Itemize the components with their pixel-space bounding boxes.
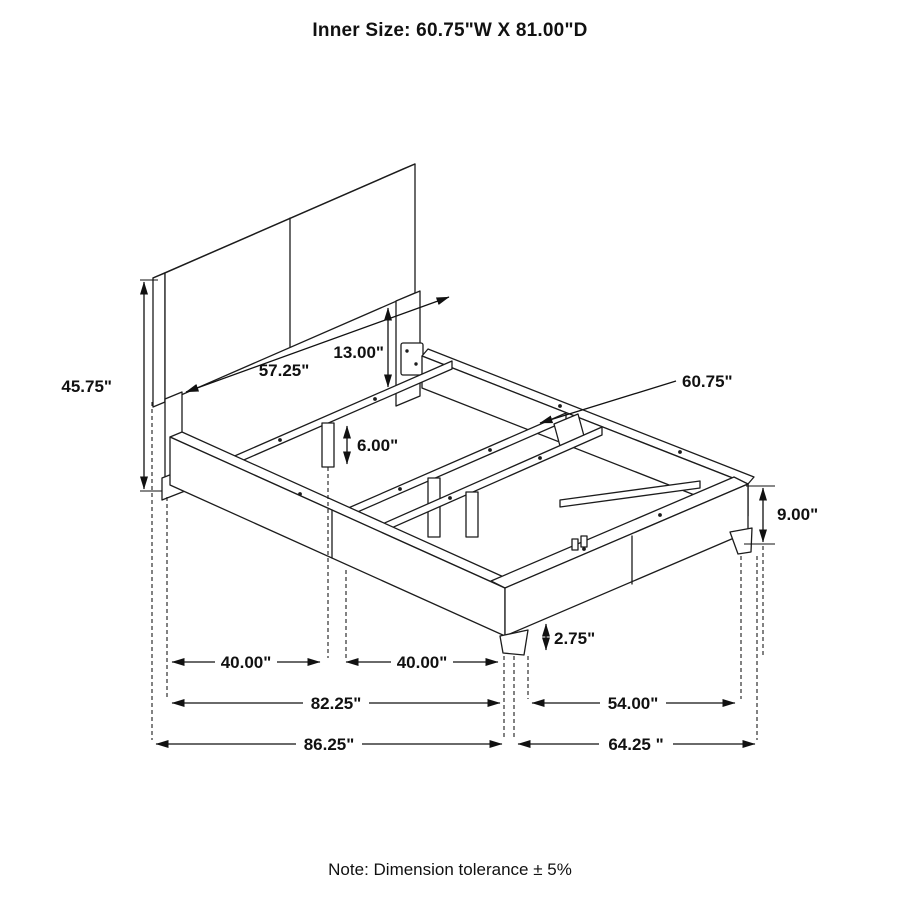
rail-clip [581,536,587,547]
far-rail-top [422,349,754,484]
dimension-row-mid [172,694,735,713]
dim-overall-depth-label: 86.25" [303,735,355,754]
dim-rail-height-label: 9.00" [777,505,819,524]
dim-inner-width-label: 60.75" [682,372,733,391]
right-corner-leg [730,528,752,554]
tolerance-note: Note: Dimension tolerance ± 5% [328,860,572,879]
dimension-row-overall [156,735,755,754]
dim-corner-leg-label: 2.75" [554,629,596,648]
support-leg-6in [322,423,334,467]
dim-length-to-front-leg-label: 82.25" [310,694,362,713]
dimension-corner-leg [546,624,595,650]
rail-clip [572,539,578,550]
dimension-rail-height [744,486,818,544]
dim-leg-span-foot-label: 40.00" [396,653,448,672]
dim-panel-to-rail-label: 13.00" [333,343,384,362]
rail-bracket [401,343,423,375]
bracket-hole [405,349,408,352]
dimension-row-leg-spans [172,653,498,672]
bracket-hole [414,362,417,365]
dim-overall-width-label: 64.25 " [608,735,664,754]
dim-leg-span-head-label: 40.00" [220,653,272,672]
dim-headboard-height-label: 45.75" [61,377,112,396]
dimension-support-leg [347,426,398,464]
near-rail-top [170,432,517,588]
dim-panel-width-label: 57.25" [258,361,310,380]
dim-support-leg-label: 6.00" [357,436,399,455]
support-leg [466,492,478,537]
page-title: Inner Size: 60.75"W X 81.00"D [312,20,588,41]
dimension-headboard-height [61,280,162,491]
headboard-left-edge [153,273,165,407]
dim-width-to-right-leg-label: 54.00" [607,694,659,713]
